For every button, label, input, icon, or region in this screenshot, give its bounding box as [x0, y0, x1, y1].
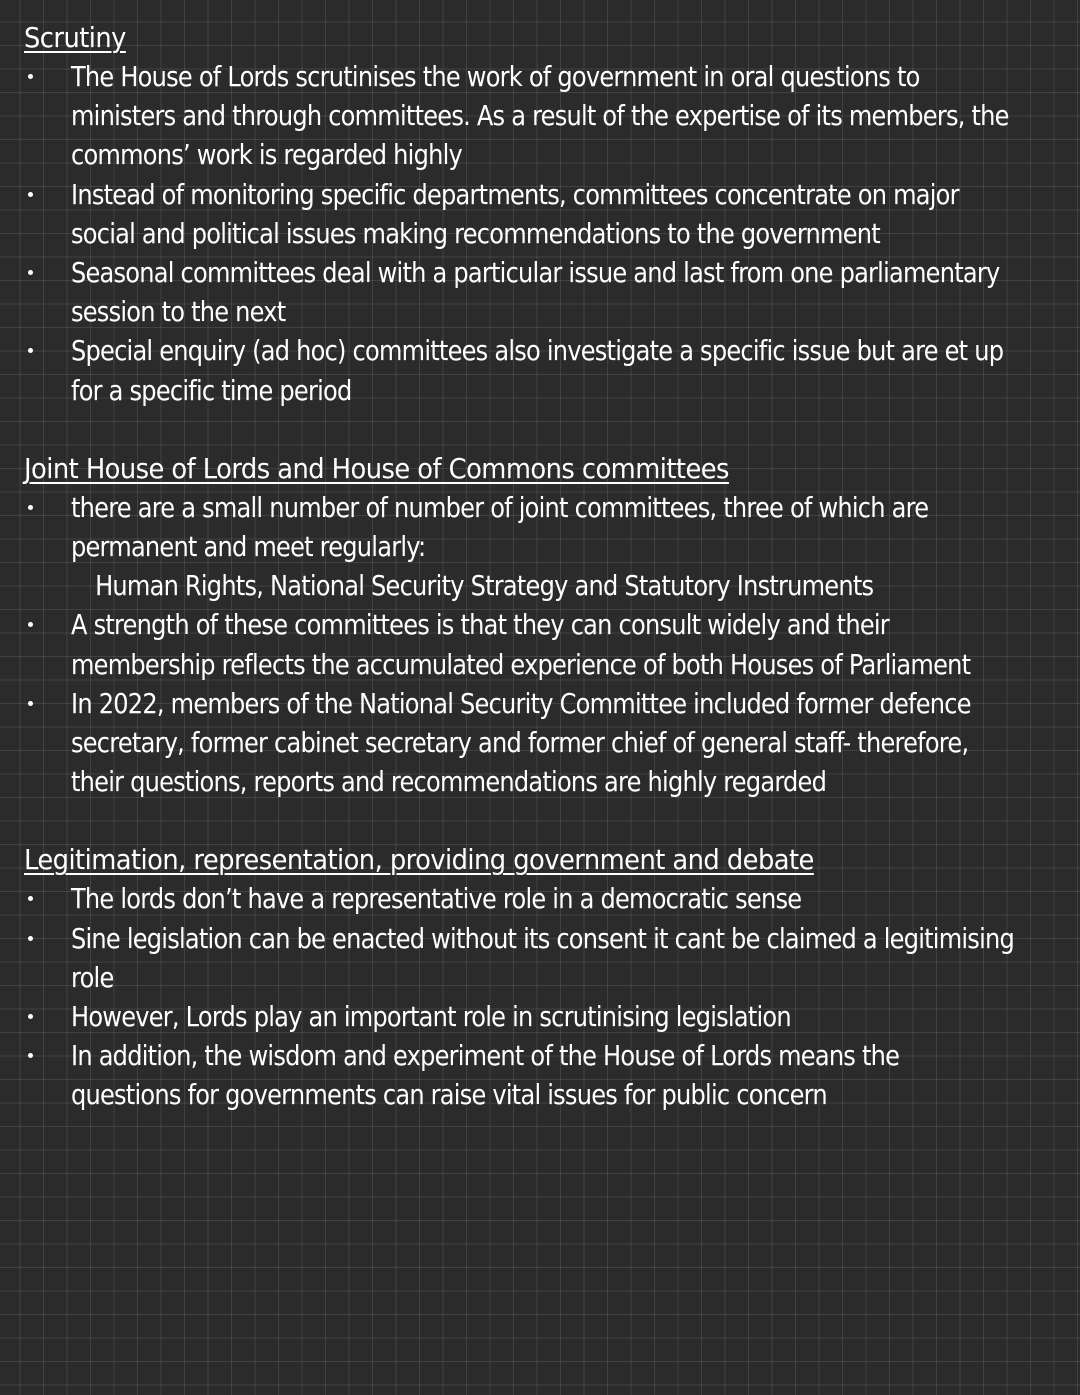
bullet-item	[24, 605, 1060, 683]
text-line: Seasonal committees deal with a particular issue and last from one parliamentary	[71, 256, 1000, 290]
bullet-dot-icon	[28, 270, 33, 275]
bullet-dot-icon	[28, 1053, 33, 1058]
bullet-item	[24, 331, 1060, 409]
bullet-text	[71, 1036, 922, 1114]
bullet-text	[71, 331, 1004, 409]
section-heading: Scrutiny	[24, 21, 126, 54]
text-line: social and political issues making recommendations to the government	[71, 216, 880, 250]
section-heading: Joint House of Lords and House of Commons committees	[24, 451, 729, 485]
bullet-text	[71, 879, 922, 918]
bullet-text	[71, 57, 1009, 175]
text-line: for a specific time period	[71, 373, 352, 407]
bullet-dot-icon	[28, 74, 33, 79]
bullet-item	[24, 919, 1060, 997]
text-line: commons’ work is regarded highly	[71, 138, 462, 172]
text-line: The lords don’t have a representative role in a democratic sense	[71, 882, 802, 916]
bullet-text	[71, 253, 1000, 331]
text-line: Sine legislation can be enacted without its consent it cant be claimed a legitimising	[71, 921, 1015, 955]
bullet-dot-icon	[28, 622, 33, 627]
bullet-text	[71, 919, 1015, 997]
section-joint-committees	[24, 449, 1060, 802]
bullet-dot-icon	[28, 1014, 33, 1019]
section-scrutiny	[24, 18, 1060, 410]
text-line: In addition, the wisdom and experiment of the House of Lords means the	[71, 1039, 900, 1073]
bullet-list	[24, 488, 1060, 802]
bullet-list	[24, 57, 1060, 410]
text-line: Instead of monitoring specific departments, committees concentrate on major	[71, 177, 959, 211]
bullet-item	[24, 175, 1060, 253]
bullet-item	[24, 57, 1060, 175]
bullet-item	[24, 997, 1060, 1036]
text-line: role	[71, 960, 114, 994]
section-legitimation	[24, 840, 1060, 1114]
text-line: there are a small number of number of joint committees, three of which are	[71, 490, 929, 524]
text-line: Special enquiry (ad hoc) committees also investigate a specific issue but are et up	[71, 334, 1004, 368]
bullet-text	[71, 684, 971, 802]
bullet-text	[71, 605, 971, 683]
bullet-item	[24, 1036, 1060, 1114]
text-line: In 2022, members of the National Security Committee included former defence	[71, 686, 971, 720]
bullet-dot-icon	[28, 701, 33, 706]
text-line: permanent and meet regularly:	[71, 530, 426, 564]
text-line: A strength of these committees is that they can consult widely and their	[71, 608, 889, 642]
bullet-dot-icon	[28, 896, 33, 901]
text-line: However, Lords play an important role in scrutinising legislation	[71, 1000, 791, 1034]
bullet-list	[24, 879, 1060, 1114]
bullet-text	[71, 175, 959, 253]
indented-text-line: Human Rights, National Security Strategy and Statutory Instruments	[95, 569, 874, 603]
bullet-text	[71, 997, 922, 1036]
bullet-item	[24, 879, 1060, 918]
text-line: session to the next	[71, 295, 286, 329]
text-line: secretary, former cabinet secretary and former chief of general staff- therefore,	[71, 726, 969, 760]
text-line: questions for governments can raise vital issues for public concern	[71, 1078, 827, 1112]
text-line: membership reflects the accumulated experience of both Houses of Parliament	[71, 647, 971, 681]
bullet-item	[24, 253, 1060, 331]
text-line: The House of Lords scrutinises the work of government in oral questions to	[71, 60, 920, 93]
bullet-item	[24, 488, 1060, 606]
text-line: their questions, reports and recommendations are highly regarded	[71, 765, 827, 799]
section-heading: Legitimation, representation, providing government and debate	[24, 843, 814, 877]
bullet-item	[24, 684, 1060, 802]
bullet-dot-icon	[28, 936, 33, 941]
bullet-dot-icon	[28, 505, 33, 510]
text-line: ministers and through committees. As a result of the expertise of its members, the	[71, 99, 1009, 133]
bullet-text	[71, 488, 929, 606]
bullet-dot-icon	[28, 192, 33, 197]
bullet-dot-icon	[28, 348, 33, 353]
